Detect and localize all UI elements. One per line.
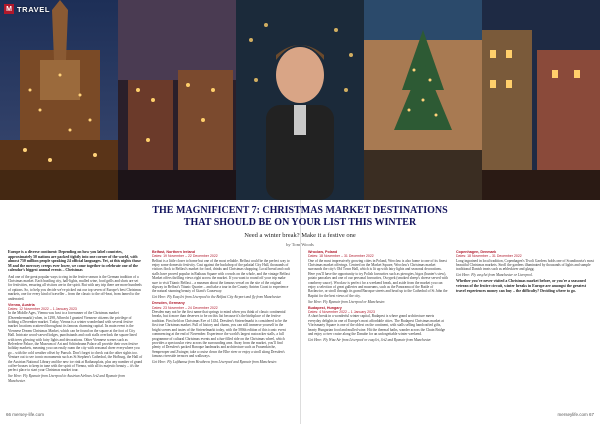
section-title-belfast: Belfast, Northern Ireland — [152, 250, 196, 254]
section-body-budapest: A short break in a wonderful winter capital, Budapest is where grand architecture meets everyday delights in one of Europe's most affordable cities. The Budapest Christmas market at Vörösmarty Square is one of the oldest on the continent, with stalls selling handcrafted gifts, hearty Hungarian food and mulled wine. Hit the thermal baths, wander across the Chain Bridge and enjoy a river cruise along the Danube for an unforgettable winter weekend. — [308, 314, 446, 337]
intro-paragraph: Europe is a diverse continent: Depending on how you label countries, approximately 50 nations are packed tightly into one corner of the world, with almost 750 million people speaking 24 official languages. Yet, at this nights those M and the mercury creeps ever lower, we come together to celebrate one of the calendar's biggest annual events – Christmas — [8, 250, 141, 273]
section-gethere-copenhagen: Get Here: Fly easyJet from Manchester or Liverpool. — [456, 273, 533, 278]
section-title-copenhagen: Copenhagen, Denmark — [456, 250, 497, 254]
section-title-dresden: Dresden, Germany — [152, 301, 185, 306]
closing-paragraph: Whether you've never visited a Christmas market before, or you're a seasoned veteran of the festive circuit, winter breaks in Europe are amongst the greatest travel experiences money can buy – the difficulty? Deciding where to go. — [456, 279, 586, 293]
section-gethere-dresden: Get Here: Fly Lufthansa from Heathrow from Liverpool and Ryanair from Manchester. — [152, 360, 278, 365]
article-headline — [30, 205, 570, 229]
photo-street-scene — [482, 0, 600, 200]
column-1 — [8, 250, 143, 408]
section-body-dresden: Dresden may not be the first name that springs to mind when you think of classic continental breaks, but it more than deserves to be on this list because it's the birthplace of the festive tradition. First held on Christmas Eve of 1434, Dresden's Striezelmarkt is considered to be the first true Christmas market. Full of history and charm, you can still immerse yourself in the bright scenes and tastes of the Striezelmarkt today, with the 580th edition of this iconic event commencing at the end of November. Experience the world's largest nutcracker stalls, a full programme of cultural Christmas events and a fun-filled ride on the Christmas wheel, which provides a spectacular view across the surrounding area. Away from the market, you'll find plenty of Dresden's packed Baroque landmarks and architecture such as Frauenkirche, Semperoper and Zwinger, take a cruise down the Elbe river or enjoy a stroll along Dresden's famous riverside terraces and walkways. — [152, 310, 288, 359]
photo-street-image — [482, 0, 600, 200]
section-dates-belfast: Dates: 19 November – 22 December 2022 — [152, 254, 218, 259]
column-2 — [152, 250, 292, 408]
intro-body-paragraph: And one of the great popular ways to ring in the festive season is the German tradition of a Christmas market. Each bustling city, hall-lights, mulled wine, food grills and shots are set for festivities, ensuring all visitors are in the spirit. But with any trip there are more hundreds of options. So, to help you decide we've picked out our top seven of Europe's best Christmas markets, one for every kind of traveller – from the classic to the off-beat, from famed to the underrated. — [8, 274, 142, 301]
section-gethere-belfast: Get Here: Fly EasyJet from Liverpool to the Belfast City Airport and fly from Manchester. — [152, 295, 282, 300]
section-dates-dresden: Dates: 23 November – 24 December 2022 — [152, 305, 218, 310]
headline-line-1: THE MAGNIFICENT 7: CHRISTMAS MARKET DESTINATIONS — [152, 205, 448, 216]
photo-market-square — [364, 0, 482, 200]
section-gethere-budapest: Get Here: Fly Wizz Air from Liverpool or easyJet, Jet2 and Ryanair from Manchester. — [308, 338, 432, 343]
section-title-wroclaw: Wroclaw, Poland — [308, 250, 338, 254]
section-title-budapest: Budapest, Hungary — [308, 305, 342, 310]
brand-logo-icon: M — [4, 4, 14, 14]
footer-right-page: merseylife.com 67 — [557, 412, 594, 417]
section-body-belfast: Belfast is a little closer to home but one of the most reliable. Belfast could be the perfect way to enjoy some domestic festivity. Cast against the backdrop of the palatial City Hall, thousands of visitors flock to Belfast's market for food, drinks and Christmas shopping. Local bread and craft stalls have proved popular in Rathaus Square with crowds on the whole, and the vintage Belfast Market offers thrilling views right across the market. If you want to round off your trip make sure to visit Titanic Belfast – a museum about the famous vessel on the site of the original slipway in Belfast's Titanic Quarter – and take a tour in the County Antrim Coast to experience the natural stunning beauty of Giant's Causeway. — [152, 258, 290, 294]
section-dates-budapest: Dates: 4 November 2022 – 1 January 2023 — [308, 310, 375, 315]
section-title-vienna: Vienna, Austria — [8, 302, 35, 307]
section-dates-wroclaw: Dates: 18 November – 31 December 2022 — [308, 254, 374, 259]
section-body-wroclaw: One of the most impressively growing cities in Poland, Wroclaw is also home to one of its finest Christmas market offerings. Centred on the Market Square, Wroclaw's Christmas market surrounds the city's Old Town Hall, which is lit up with fairy lights and seasonal decorations. Here you'll have the opportunity to try Polish favourites such as pierogies, bigos (hunter's stew), potato pancakes and one of our personal favourites, Oscypek (smoked sheep's cheese served with cranberry sauce). Wroclaw is perfect for a weekend break, and aside from the market you can enjoy a selection of great galleries and museums, such as the Panorama of the Battle of Racławice, or stroll through its grand Baroque streets and head up to the Cathedral of St John the Baptist for the best views of the city. — [308, 258, 448, 298]
photo-market-image — [118, 0, 236, 200]
photo-author-portrait — [236, 0, 364, 200]
headline-line-2: THAT SHOULD BE ON YOUR LIST THIS WINTER — [183, 217, 417, 228]
column-3 — [308, 250, 448, 408]
section-dates-copenhagen: Dates: 18 November – 31 December 2022 — [456, 254, 522, 259]
section-label: TRAVEL — [17, 4, 51, 14]
photo-vienna-city-hall — [0, 0, 118, 200]
section-brand — [4, 4, 50, 14]
article-subheadline: Need a winter break? Make it a festive one — [244, 232, 356, 239]
photo-vienna-image — [0, 0, 118, 200]
article-byline: by Tom Woods — [286, 242, 314, 247]
section-body-copenhagen: Long ingrained in local tradition, Copenhagen's Tivoli Gardens holds one of Scandinavia's most beautiful Christmas markets. Stroll the gardens illuminated by thousands of lights and sample traditional Danish treats such as æbleskiver and gløgg. — [456, 258, 594, 272]
photo-square-image — [364, 0, 482, 200]
section-gethere-vienna: See Here: Fly Ryanair from Liverpool to Austrian Airlines Jet2 and Ryanair from Manchester. — [8, 374, 125, 383]
photo-portrait-image — [236, 0, 364, 200]
section-gethere-wroclaw: See Here: Fly Ryanair from Liverpool or Manchester. — [308, 299, 386, 304]
section-body-vienna: In the Middle Ages, Vienna was host to a forerunner of the Christmas market (Dezembermarkt) when, in 1298, Albrecht I granted Viennese citizens the privilege of holding a December market. Today, Vienna is a winter wonderland with several festive market locations scattered throughout its famous charming capital. Its main event is the Viennese Dream Christmas Market, which can be found on the square at the foot of City Hall. Intricate wood-carved lodges, punchstands and craft stalls overlook the square lined with trees glowing with fairy lights and decorations. Other Viennese scenes such as Belvedere Palace, the Museum of Art and Schönbrunn Palace all provide their own festive holiday markets, meaning you can easily roam the city with seasonal cheer everywhere you go – with the cold weather offset by Punsch. Don't forget to check out the other sights too. Venture out to see iconic monuments such as St Stephen's Cathedral, the Hofburg, the Hall of the Austrian National Library and the new ice rink at Rathausplatz, plus any number of grand coffee-houses to keep in tune with the spirit of Vienna, with all its majestic beauty – it's the perfect place to start your Christmas market tour. — [8, 311, 143, 373]
column-4 — [456, 250, 594, 408]
photo-market-stalls — [118, 0, 236, 200]
photo-strip — [0, 0, 600, 200]
footer-left-page: 66 mersey-life.com — [6, 412, 45, 417]
section-dates-vienna: Dates: 12 November 2022 – 1 January 2023 — [8, 307, 77, 311]
